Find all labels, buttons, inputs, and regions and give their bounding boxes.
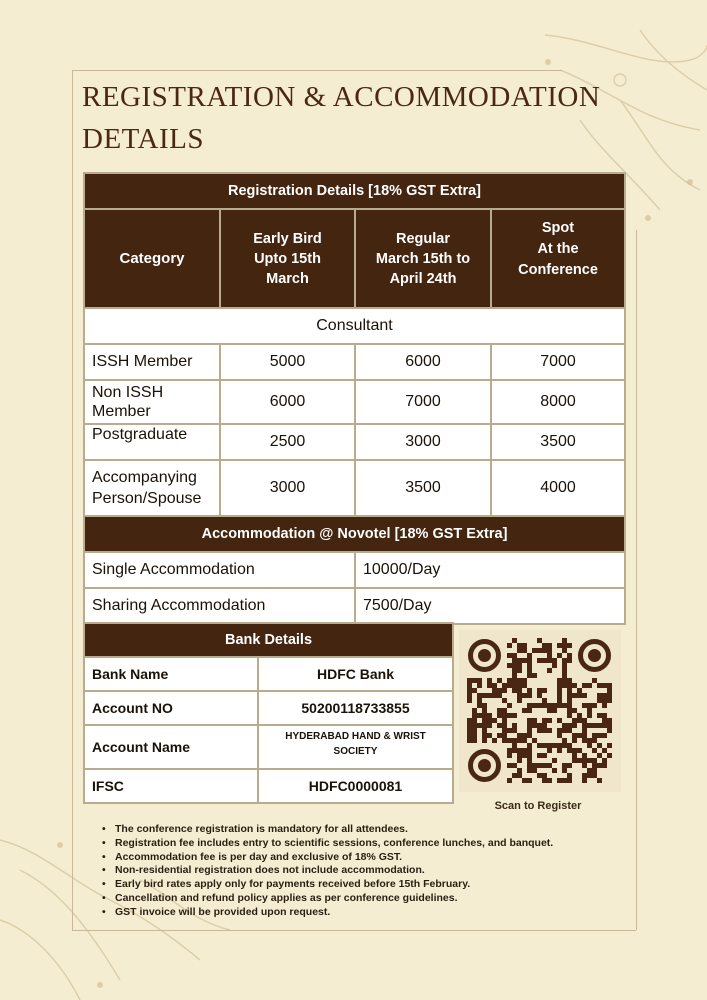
regular-price: 6000 <box>355 344 491 380</box>
category-label: Postgraduate <box>92 426 188 443</box>
table-row <box>84 424 625 460</box>
list-item: • Non-residential registration does not include accommodation. <box>100 864 620 878</box>
frame-line-right <box>636 230 637 930</box>
table-row <box>84 460 625 516</box>
early-price: 2500 <box>220 424 355 460</box>
early-bird-line-1: Early Bird <box>253 230 322 247</box>
accommodation-type: Sharing Accommodation <box>84 588 355 624</box>
bank-label: Bank Name <box>84 657 258 691</box>
early-price: 6000 <box>220 380 355 424</box>
account-name-line-1: HYDERABAD HAND & WRIST <box>285 731 426 742</box>
qr-code[interactable] <box>459 630 621 792</box>
category-label: ISSH Member <box>92 353 193 370</box>
list-item: • Early bird rates apply only for payments received before 15th February. <box>100 878 620 892</box>
table-row <box>84 380 625 424</box>
bank-header: Bank Details <box>84 623 453 657</box>
early-price: 3000 <box>220 460 355 516</box>
accommodation-price: 10000/Day <box>355 552 625 588</box>
table-row <box>84 769 453 803</box>
frame-line-left <box>72 70 73 930</box>
early-price: 5000 <box>220 344 355 380</box>
spot-price: 7000 <box>491 344 625 380</box>
regular-price: 3500 <box>355 460 491 516</box>
accommodation-header: Accommodation @ Novotel [18% GST Extra] <box>84 516 625 552</box>
regular-price: 3000 <box>355 424 491 460</box>
spot-line-3: Conference <box>518 262 598 278</box>
list-item: • Accommodation fee is per day and exclusive of 18% GST. <box>100 851 620 865</box>
column-spot <box>491 209 625 308</box>
table-row <box>84 725 453 769</box>
table-row <box>84 344 625 380</box>
early-bird-line-2: Upto 15th <box>254 250 321 267</box>
account-name-line-2: SOCIETY <box>333 746 378 757</box>
page-title: REGISTRATION & ACCOMMODATION DETAILS <box>82 81 601 155</box>
bank-label: Account Name <box>84 725 258 769</box>
early-bird-line-3: March <box>266 270 309 287</box>
bank-value: HDFC Bank <box>258 657 453 691</box>
list-item: • Cancellation and refund policy applies as per conference guidelines. <box>100 892 620 906</box>
regular-price: 7000 <box>355 380 491 424</box>
category-cell <box>84 424 220 460</box>
registration-header: Registration Details [18% GST Extra] <box>84 173 625 209</box>
qr-caption: Scan to Register <box>494 800 582 812</box>
list-item: • The conference registration is mandatory for all attendees. <box>100 823 620 837</box>
bank-details-table <box>83 622 454 804</box>
list-item: • Registration fee includes entry to scientific sessions, conference lunches, and banquet. <box>100 837 620 851</box>
bank-value <box>258 725 453 769</box>
category-cell <box>84 380 220 424</box>
category-label-line-2: Member <box>92 403 151 420</box>
regular-line-3: April 24th <box>389 270 457 287</box>
regular-line-1: Regular <box>396 230 450 247</box>
qr-code-graphic <box>459 630 621 792</box>
notes-list <box>100 823 620 920</box>
frame-line-bottom <box>72 930 636 931</box>
category-cell <box>84 344 220 380</box>
column-category: Category <box>84 209 220 308</box>
bank-label: IFSC <box>84 769 258 803</box>
table-row <box>84 657 453 691</box>
table-row <box>84 552 625 588</box>
accommodation-type: Single Accommodation <box>84 552 355 588</box>
accommodation-price: 7500/Day <box>355 588 625 624</box>
column-regular <box>355 209 491 308</box>
spot-line-1: Spot <box>541 220 575 236</box>
regular-line-2: March 15th to <box>375 250 471 267</box>
bank-value: HDFC0000081 <box>258 769 453 803</box>
spot-price: 4000 <box>491 460 625 516</box>
category-label-line-1: Non ISSH <box>92 384 164 401</box>
table-row <box>84 691 453 725</box>
table-row <box>84 588 625 624</box>
frame-line-top <box>72 70 562 71</box>
bank-value: 50200118733855 <box>258 691 453 725</box>
column-early-bird <box>220 209 355 308</box>
spot-price: 8000 <box>491 380 625 424</box>
list-item: • GST invoice will be provided upon request. <box>100 906 620 920</box>
registration-table <box>83 172 626 625</box>
spot-price: 3500 <box>491 424 625 460</box>
category-label-line-1: Accompanying <box>92 469 197 486</box>
section-consultant: Consultant <box>84 308 625 344</box>
bank-label: Account NO <box>84 691 258 725</box>
spot-line-2: At the <box>537 241 579 257</box>
category-label-line-2: Person/Spouse <box>92 490 202 507</box>
category-cell <box>84 460 220 516</box>
